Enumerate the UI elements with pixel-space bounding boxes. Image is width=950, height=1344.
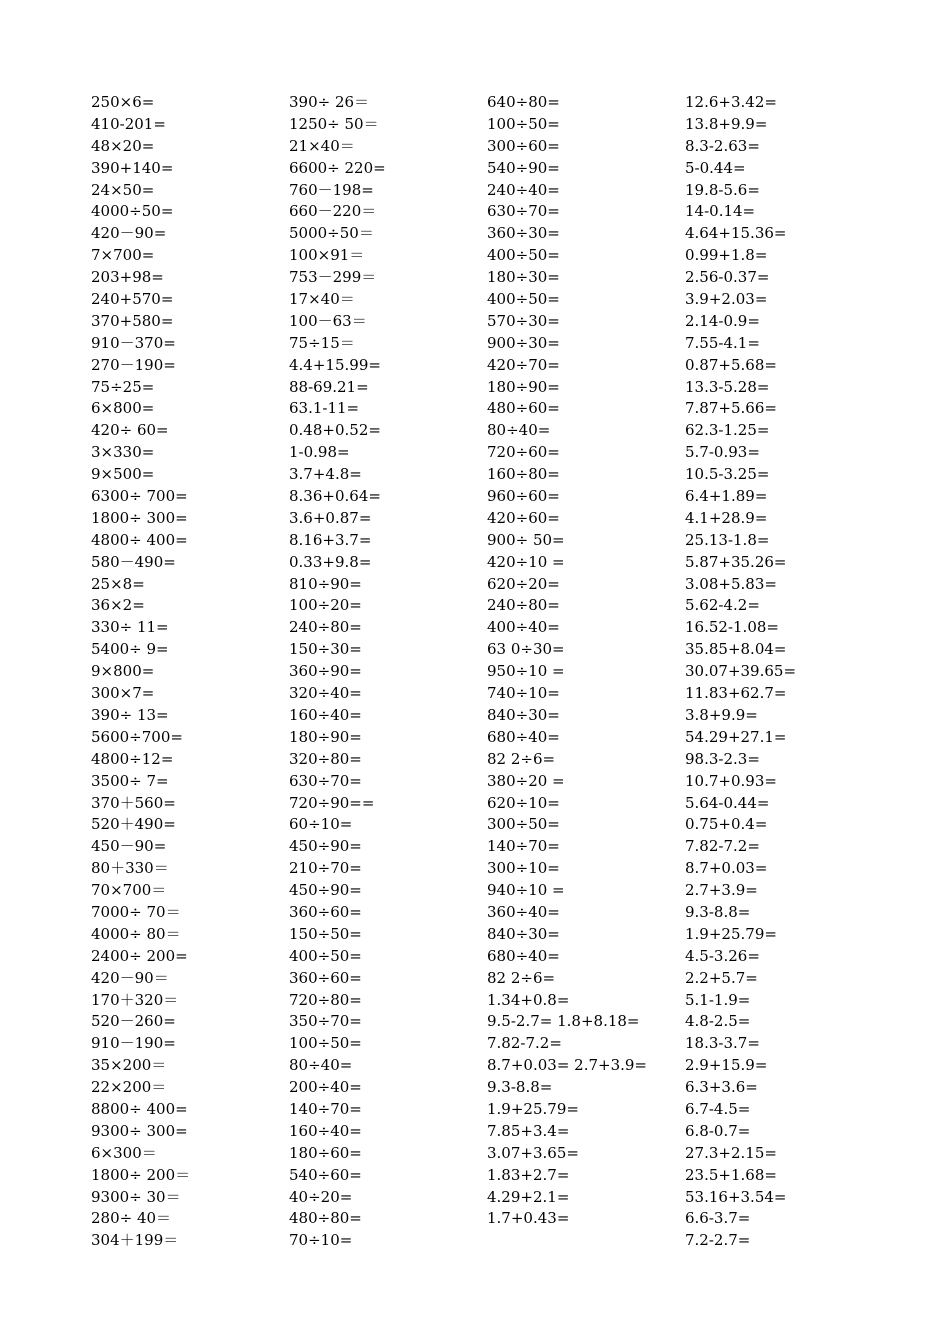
- problem-item: 40÷20=: [289, 1187, 353, 1206]
- problem-item: 240+570=: [91, 290, 174, 309]
- problem-item: 5600÷700=: [91, 727, 183, 746]
- problem-item: 13.3-5.28=: [685, 377, 770, 396]
- problem-item: 8.16+3.7=: [289, 530, 372, 549]
- problem-item: 380÷20 =: [487, 771, 565, 790]
- problem-item: 70÷10=: [289, 1231, 353, 1250]
- problem-item: 753－299＝: [289, 268, 377, 287]
- problem-item: 240÷40=: [487, 180, 560, 199]
- problem-item: 4800÷12=: [91, 749, 174, 768]
- problem-item: 23.5+1.68=: [685, 1165, 777, 1184]
- problem-item: 1-0.98=: [289, 443, 350, 462]
- problem-column-1: [91, 92, 190, 1252]
- problem-item: 75÷25=: [91, 377, 155, 396]
- problem-item: 540÷90=: [487, 158, 560, 177]
- problem-item: 3.8+9.9=: [685, 705, 758, 724]
- problem-item: 6600÷ 220=: [289, 158, 386, 177]
- problem-item: 200÷40=: [289, 1078, 362, 1097]
- problem-item: 3.08+5.83=: [685, 574, 777, 593]
- problem-item: 4000÷ 80＝: [91, 924, 181, 943]
- problem-item: 5.62-4.2=: [685, 596, 760, 615]
- problem-item: 520－260=: [91, 1012, 176, 1031]
- problem-item: 3×330=: [91, 443, 155, 462]
- problem-item: 390÷ 13=: [91, 705, 169, 724]
- problem-item: 150÷30=: [289, 640, 362, 659]
- problem-item: 9×500=: [91, 465, 155, 484]
- problem-item: 350÷70=: [289, 1012, 362, 1031]
- problem-item: 360÷60=: [289, 968, 362, 987]
- problem-item: 9×800=: [91, 662, 155, 681]
- problem-item: 10.5-3.25=: [685, 465, 770, 484]
- problem-item: 480÷60=: [487, 399, 560, 418]
- problem-item: 8800÷ 400=: [91, 1099, 188, 1118]
- problem-item: 8.7+0.03=: [685, 859, 768, 878]
- problem-item: 6.8-0.7=: [685, 1121, 751, 1140]
- problem-item: 520＋490=: [91, 815, 176, 834]
- problem-item: 3.6+0.87=: [289, 508, 372, 527]
- problem-item: 420－90=: [91, 224, 167, 243]
- problem-item: 30.07+39.65=: [685, 662, 797, 681]
- problem-item: 2.56-0.37=: [685, 268, 770, 287]
- problem-item: 5.64-0.44=: [685, 793, 770, 812]
- problem-item: 100÷20=: [289, 596, 362, 615]
- problem-item: 63 0÷30=: [487, 640, 565, 659]
- problem-item: 0.33+9.8=: [289, 552, 372, 571]
- problem-item: 6×800=: [91, 399, 155, 418]
- problem-item: 48×20=: [91, 136, 155, 155]
- problem-item: 36×2=: [91, 596, 145, 615]
- problem-item: 910－370=: [91, 333, 176, 352]
- problem-item: 22×200＝: [91, 1078, 167, 1097]
- problem-item: 680÷40=: [487, 727, 560, 746]
- problem-item: 1800÷ 300=: [91, 508, 188, 527]
- problem-item: 160÷80=: [487, 465, 560, 484]
- problem-item: 950÷10 =: [487, 662, 565, 681]
- problem-item: 7×700=: [91, 246, 155, 265]
- problem-item: 620÷10=: [487, 793, 560, 812]
- problem-item: 25.13-1.8=: [685, 530, 770, 549]
- problem-item: 180÷30=: [487, 268, 560, 287]
- problem-item: 620÷20=: [487, 574, 560, 593]
- problem-item: 320÷40=: [289, 684, 362, 703]
- problem-item: 4.64+15.36=: [685, 224, 787, 243]
- problem-item: 140÷70=: [487, 837, 560, 856]
- problem-item: 420÷ 60=: [91, 421, 169, 440]
- problem-item: 210÷70=: [289, 859, 362, 878]
- problem-item: 1250÷ 50＝: [289, 114, 379, 133]
- problem-item: 840÷30=: [487, 924, 560, 943]
- problem-item: 1.7+0.43=: [487, 1209, 570, 1228]
- problem-item: 480÷80=: [289, 1209, 362, 1228]
- problem-item: 304＋199＝: [91, 1231, 179, 1250]
- problem-item: 60÷10=: [289, 815, 353, 834]
- problem-item: 300÷60=: [487, 136, 560, 155]
- problem-item: 400÷50=: [487, 290, 560, 309]
- problem-item: 360÷40=: [487, 902, 560, 921]
- problem-item: 6.4+1.89=: [685, 487, 768, 506]
- problem-item: 1800÷ 200＝: [91, 1165, 191, 1184]
- problem-item: 9300÷ 30＝: [91, 1187, 181, 1206]
- problem-item: 630÷70=: [289, 771, 362, 790]
- problem-item: 5-0.44=: [685, 158, 746, 177]
- problem-item: 5400÷ 9=: [91, 640, 169, 659]
- problem-item: 400÷50=: [487, 246, 560, 265]
- problem-item: 570÷30=: [487, 311, 560, 330]
- problem-item: 8.3-2.63=: [685, 136, 760, 155]
- problem-item: 54.29+27.1=: [685, 727, 787, 746]
- problem-item: 9.3-8.8=: [685, 902, 751, 921]
- problem-item: 5.87+35.26=: [685, 552, 787, 571]
- problem-item: 7.82-7.2=: [685, 837, 760, 856]
- problem-item: 760－198=: [289, 180, 374, 199]
- problem-item: 7.82-7.2=: [487, 1034, 562, 1053]
- problem-item: 80÷40=: [487, 421, 551, 440]
- problem-item: 1.83+2.7=: [487, 1165, 570, 1184]
- problem-item: 140÷70=: [289, 1099, 362, 1118]
- problem-item: 370+580=: [91, 311, 174, 330]
- problem-item: 7.55-4.1=: [685, 333, 760, 352]
- problem-item: 25×8=: [91, 574, 145, 593]
- problem-item: 280÷ 40＝: [91, 1209, 172, 1228]
- problem-item: 420÷70=: [487, 355, 560, 374]
- problem-item: 2.2+5.7=: [685, 968, 758, 987]
- problem-item: 300÷10=: [487, 859, 560, 878]
- problem-item: 180÷90=: [289, 727, 362, 746]
- problem-item: 540÷60=: [289, 1165, 362, 1184]
- problem-item: 4000÷50=: [91, 202, 174, 221]
- problem-item: 100÷50=: [487, 114, 560, 133]
- problem-item: 100－63＝: [289, 311, 367, 330]
- problem-item: 98.3-2.3=: [685, 749, 760, 768]
- problem-item: 240÷80=: [487, 596, 560, 615]
- problem-item: 900÷30=: [487, 333, 560, 352]
- problem-item: 420÷10 =: [487, 552, 565, 571]
- problem-item: 6.7-4.5=: [685, 1099, 751, 1118]
- problem-item: 8.36+0.64=: [289, 487, 381, 506]
- problem-item: 62.3-1.25=: [685, 421, 770, 440]
- problem-item: 2.14-0.9=: [685, 311, 760, 330]
- problem-item: 80＋330＝: [91, 859, 169, 878]
- problem-item: 1.9+25.79=: [685, 924, 777, 943]
- problem-item: 6.6-3.7=: [685, 1209, 751, 1228]
- problem-item: 160÷40=: [289, 1121, 362, 1140]
- problem-item: 390÷ 26＝: [289, 93, 370, 111]
- problem-item: 2.9+15.9=: [685, 1056, 768, 1075]
- problem-item: 1.34+0.8=: [487, 990, 570, 1009]
- problem-item: 7.85+3.4=: [487, 1121, 570, 1140]
- problem-item: 24×50=: [91, 180, 155, 199]
- problem-item: 63.1-11=: [289, 399, 360, 418]
- problem-item: 7.2-2.7=: [685, 1231, 751, 1250]
- problem-item: 960÷60=: [487, 487, 560, 506]
- problem-item: 300÷50=: [487, 815, 560, 834]
- problem-item: 300×7=: [91, 684, 155, 703]
- problem-item: 17×40＝: [289, 290, 355, 309]
- problem-column-3: [487, 92, 647, 1230]
- problem-column-4: [685, 92, 796, 1252]
- problem-item: 810÷90=: [289, 574, 362, 593]
- problem-item: 400÷50=: [289, 946, 362, 965]
- problem-item: 9.5-2.7= 1.8+8.18=: [487, 1012, 640, 1031]
- problem-item: 660－220＝: [289, 202, 377, 221]
- problem-item: 3.07+3.65=: [487, 1143, 579, 1162]
- problem-item: 450－90=: [91, 837, 167, 856]
- problem-item: 100÷50=: [289, 1034, 362, 1053]
- problem-item: 400÷40=: [487, 618, 560, 637]
- problem-item: 940÷10 =: [487, 881, 565, 900]
- problem-item: 840÷30=: [487, 705, 560, 724]
- problem-item: 4.29+2.1=: [487, 1187, 570, 1206]
- problem-item: 3500÷ 7=: [91, 771, 169, 790]
- problem-item: 580－490=: [91, 552, 176, 571]
- problem-item: 0.48+0.52=: [289, 421, 381, 440]
- problem-item: 420÷60=: [487, 508, 560, 527]
- problem-item: 270－190=: [91, 355, 176, 374]
- problem-item: 4.4+15.99=: [289, 355, 381, 374]
- problem-item: 420－90＝: [91, 968, 169, 987]
- problem-item: 11.83+62.7=: [685, 684, 787, 703]
- problem-item: 18.3-3.7=: [685, 1034, 760, 1053]
- problem-item: 88-69.21=: [289, 377, 369, 396]
- problem-item: 5.1-1.9=: [685, 990, 751, 1009]
- problem-item: 10.7+0.93=: [685, 771, 777, 790]
- problem-item: 27.3+2.15=: [685, 1143, 777, 1162]
- problem-item: 150÷50=: [289, 924, 362, 943]
- problem-column-2: [289, 92, 386, 1252]
- problem-item: 360÷30=: [487, 224, 560, 243]
- problem-item: 180÷60=: [289, 1143, 362, 1162]
- problem-item: 53.16+3.54=: [685, 1187, 787, 1206]
- problem-item: 203+98=: [91, 268, 164, 287]
- problem-item: 2400÷ 200=: [91, 946, 188, 965]
- problem-item: 2.7+3.9=: [685, 881, 758, 900]
- problem-item: 82 2÷6=: [487, 749, 556, 768]
- problem-item: 0.99+1.8=: [685, 246, 768, 265]
- problem-item: 21×40＝: [289, 136, 355, 155]
- problem-item: 3.9+2.03=: [685, 290, 768, 309]
- problem-item: 330÷ 11=: [91, 618, 169, 637]
- problem-item: 19.8-5.6=: [685, 180, 760, 199]
- problem-item: 16.52-1.08=: [685, 618, 779, 637]
- problem-item: 630÷70=: [487, 202, 560, 221]
- problem-item: 35×200＝: [91, 1056, 167, 1075]
- problem-item: 1.9+25.79=: [487, 1099, 579, 1118]
- problem-item: 320÷80=: [289, 749, 362, 768]
- problem-item: 720÷90==: [289, 793, 375, 812]
- problem-item: 390+140=: [91, 158, 174, 177]
- problem-item: 0.87+5.68=: [685, 355, 777, 374]
- problem-item: 680÷40=: [487, 946, 560, 965]
- problem-item: 740÷10=: [487, 684, 560, 703]
- problem-item: 900÷ 50=: [487, 530, 565, 549]
- problem-item: 450÷90=: [289, 837, 362, 856]
- problem-item: 14-0.14=: [685, 202, 756, 221]
- problem-item: 0.75+0.4=: [685, 815, 768, 834]
- problem-item: 8.7+0.03= 2.7+3.9=: [487, 1056, 648, 1075]
- problem-item: 5.7-0.93=: [685, 443, 760, 462]
- problem-item: 7000÷ 70＝: [91, 902, 181, 921]
- problem-item: 7.87+5.66=: [685, 399, 777, 418]
- problem-item: 370＋560=: [91, 793, 176, 812]
- problem-item: 6.3+3.6=: [685, 1078, 758, 1097]
- problem-item: 4.8-2.5=: [685, 1012, 751, 1031]
- problem-item: 360÷60=: [289, 902, 362, 921]
- problem-item: 250×6=: [91, 93, 155, 111]
- problem-item: 720÷60=: [487, 443, 560, 462]
- problem-item: 640÷80=: [487, 93, 560, 111]
- problem-item: 82 2÷6=: [487, 968, 556, 987]
- problem-item: 4.5-3.26=: [685, 946, 760, 965]
- problem-item: 720÷80=: [289, 990, 362, 1009]
- problem-item: 80÷40=: [289, 1056, 353, 1075]
- problem-item: 180÷90=: [487, 377, 560, 396]
- problem-item: 70×700＝: [91, 881, 167, 900]
- problem-item: 35.85+8.04=: [685, 640, 787, 659]
- problem-item: 360÷90=: [289, 662, 362, 681]
- problem-item: 4800÷ 400=: [91, 530, 188, 549]
- problem-item: 6×300＝: [91, 1143, 157, 1162]
- problem-item: 3.7+4.8=: [289, 465, 362, 484]
- problem-item: 100×91＝: [289, 246, 365, 265]
- problem-item: 410-201=: [91, 114, 166, 133]
- problem-item: 170＋320＝: [91, 990, 179, 1009]
- problem-item: 450÷90=: [289, 881, 362, 900]
- problem-item: 9300÷ 300=: [91, 1121, 188, 1140]
- problem-item: 75÷15＝: [289, 333, 355, 352]
- problem-item: 13.8+9.9=: [685, 114, 768, 133]
- problem-item: 6300÷ 700=: [91, 487, 188, 506]
- problem-item: 12.6+3.42=: [685, 93, 777, 111]
- problem-item: 240÷80=: [289, 618, 362, 637]
- problem-item: 9.3-8.8=: [487, 1078, 553, 1097]
- problem-item: 4.1+28.9=: [685, 508, 768, 527]
- problem-item: 910－190=: [91, 1034, 176, 1053]
- problem-item: 5000÷50＝: [289, 224, 374, 243]
- problem-item: 160÷40=: [289, 705, 362, 724]
